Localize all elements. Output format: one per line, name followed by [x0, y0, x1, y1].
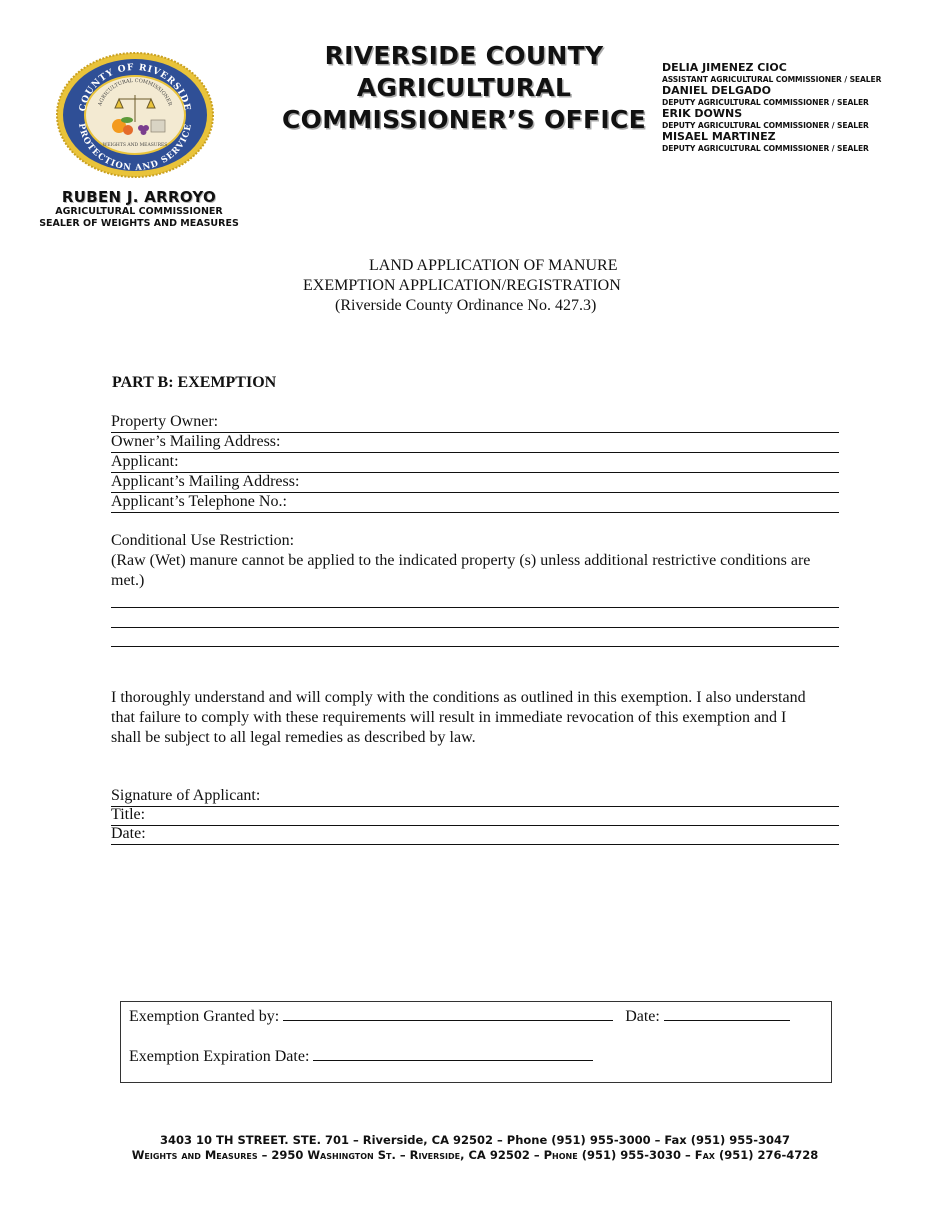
office-line-3: COMMISSIONER’S OFFICE: [282, 105, 646, 134]
title-line-3: (Riverside County Ordinance No. 427.3): [335, 297, 597, 314]
property-owner-label: Property Owner:: [111, 413, 219, 430]
footer: [0, 1133, 950, 1163]
restriction-line[interactable]: [111, 627, 839, 628]
title-label: Title:: [111, 806, 146, 823]
deputy-title: DEPUTY AGRICULTURAL COMMISSIONER / SEALER: [662, 144, 869, 153]
office-title: [280, 40, 648, 136]
applicant-mailing-address-field[interactable]: [111, 472, 839, 493]
commissioner-title-2: SEALER OF WEIGHTS AND MEASURES: [39, 218, 239, 229]
agreement-text: I thoroughly understand and will comply with the conditions as outlined in this exemption. I also understand that failure to comply with these requirements will result in immediate revocation of this exemption and I shall be subject to all legal remedies as described by law.: [111, 689, 806, 746]
footer-address-main: 3403 10 TH STREET. STE. 701 – Riverside, CA 92502 – Phone (951) 955-3000 – Fax (951) 955-3047: [159, 1133, 791, 1147]
applicant-label: Applicant:: [111, 453, 179, 470]
restriction-line[interactable]: [111, 607, 839, 608]
seal-text-bottom: PROTECTION AND SERVICE: [76, 122, 194, 174]
granted-by-line[interactable]: [283, 1004, 613, 1021]
applicant-telephone-field[interactable]: [111, 492, 839, 513]
granted-by-label: Exemption Granted by:: [129, 1008, 280, 1025]
crate-icon: [151, 120, 165, 132]
expiration-label: Exemption Expiration Date:: [129, 1048, 310, 1065]
seal-text-top: COUNTY OF RIVERSIDE: [78, 62, 192, 113]
commissioner-name: RUBEN J. ARROYO: [61, 188, 217, 206]
office-line-2: AGRICULTURAL: [356, 73, 572, 102]
deputies-list: [662, 62, 942, 154]
deputy-name: DANIEL DELGADO: [662, 84, 771, 97]
commissioner-block: [30, 188, 248, 230]
deputy-title: DEPUTY AGRICULTURAL COMMISSIONER / SEALER: [662, 98, 869, 107]
applicant-telephone-label: Applicant’s Telephone No.:: [111, 493, 287, 510]
commissioner-title-1: AGRICULTURAL COMMISSIONER: [55, 206, 223, 217]
restriction-heading: Conditional Use Restriction:: [111, 532, 295, 549]
restriction-note: (Raw (Wet) manure cannot be applied to the indicated property (s) unless additional restrictive conditions are met.): [111, 552, 811, 589]
restriction-line[interactable]: [111, 646, 839, 647]
deputy-name: ERIK DOWNS: [662, 107, 743, 120]
applicant-mailing-address-label: Applicant’s Mailing Address:: [111, 473, 300, 490]
granted-date-line[interactable]: [664, 1004, 790, 1021]
county-seal-logo: [55, 50, 215, 180]
seal-text-inner: AGRICULTURAL COMMISSIONER: [97, 77, 173, 107]
granted-date-label: Date:: [625, 1008, 660, 1025]
seal-text-weights: WEIGHTS AND MEASURES: [102, 143, 168, 148]
office-line-1: RIVERSIDE COUNTY: [324, 41, 604, 70]
owner-mailing-address-field[interactable]: [111, 432, 839, 453]
signature-label: Signature of Applicant:: [111, 787, 261, 804]
deputy-name: DELIA JIMENEZ CIOC: [662, 61, 787, 74]
applicant-field[interactable]: [111, 452, 839, 473]
property-owner-field[interactable]: [111, 412, 839, 433]
deputy-name: MISAEL MARTINEZ: [662, 130, 776, 143]
signature-field[interactable]: [111, 786, 839, 807]
office-use-box: [120, 1001, 832, 1083]
title-field[interactable]: [111, 805, 839, 826]
date-label: Date:: [111, 825, 146, 842]
deputy-title: DEPUTY AGRICULTURAL COMMISSIONER / SEALER: [662, 121, 869, 130]
deputy-title: ASSISTANT AGRICULTURAL COMMISSIONER / SEALER: [662, 75, 882, 84]
part-heading: PART B: EXEMPTION: [112, 374, 277, 391]
footer-address-weights: Weights and Measures – 2950 Washington St. – Riverside, CA 92502 – Phone (951) 955-3030 – Fax (951) 276-4728: [131, 1148, 819, 1162]
date-field[interactable]: [111, 824, 839, 845]
expiration-line[interactable]: [313, 1044, 593, 1061]
title-line-2: EXEMPTION APPLICATION/REGISTRATION: [303, 277, 621, 294]
title-line-1: LAND APPLICATION OF MANURE: [369, 257, 618, 274]
owner-mailing-address-label: Owner’s Mailing Address:: [111, 433, 281, 450]
